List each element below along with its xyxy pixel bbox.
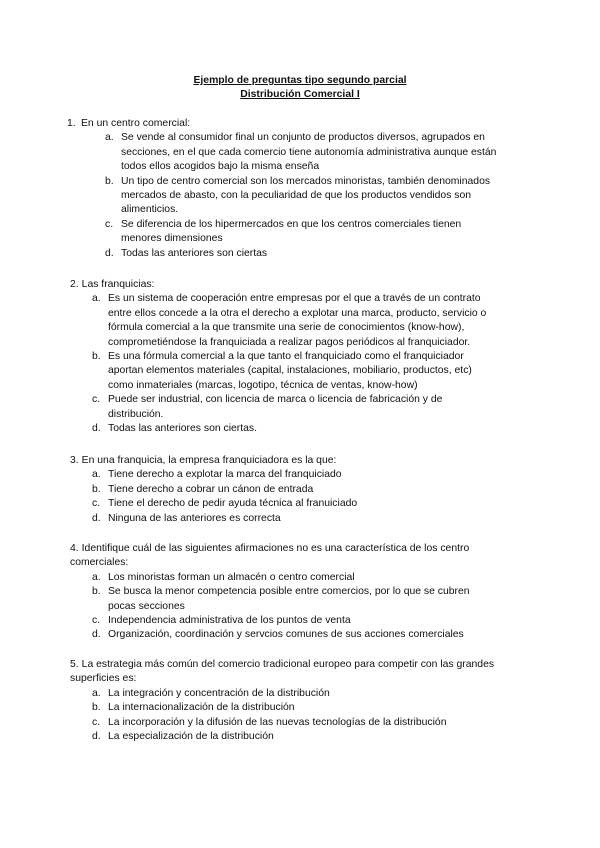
option-list [83,131,503,261]
option-text: Tiene derecho a explotar la marca del franquiciado [108,469,342,481]
option-text: Ninguna de las anteriores es correcta [108,512,281,524]
option-c [70,393,500,422]
option-letter: b. [92,702,101,714]
option-text: Se diferencia de los hipermercados en que los centros comerciales tienen menores dimensiones [121,218,462,245]
question-3 [70,454,530,526]
question-5 [70,658,530,744]
option-text: Tiene el derecho de pedir ayuda técnica al franuiciado [108,498,358,510]
document-subtitle: Distribución Comercial I [240,89,360,100]
option-text: Un tipo de centro comercial son los mercados minoristas, también denominados mercados de abasto, con la peculiaridad de que los productos vendidos son alimenticios. [121,175,491,216]
option-list [70,687,500,745]
question-stem [67,117,530,131]
option-list [70,468,500,526]
option-letter: b. [92,351,101,363]
option-b [70,350,500,393]
question-number: 2. [70,279,79,290]
option-letter: d. [92,629,101,641]
document-title: Ejemplo de preguntas tipo segundo parcial [193,75,407,86]
option-c [70,716,500,730]
option-letter: a. [105,132,114,144]
option-letter: a. [92,293,101,305]
question-stem [70,454,530,468]
question-number: 5. [70,659,79,670]
option-letter: c. [92,498,101,510]
option-text: Independencia administrativa de los puntos de venta [108,615,351,627]
option-a [70,571,500,585]
option-letter: c. [92,716,101,728]
question-1 [67,117,530,261]
question-number: 4. [70,543,79,554]
question-stem [70,278,530,292]
option-text: Se busca la menor competencia posible entre comercios, por lo que se cubren pocas secciones [108,586,470,612]
question-text: En un centro comercial: [81,118,191,129]
option-d [83,247,503,261]
option-text: La especialización de la distribución [108,731,274,743]
option-d [70,730,500,744]
option-letter: b. [105,175,114,187]
option-text: Los minoristas forman un almacén o centro comercial [108,571,355,583]
option-letter: b. [92,586,101,598]
option-letter: a. [92,571,101,583]
option-a [70,687,500,701]
option-text: Tiene derecho a cobrar un cánon de entrada [108,483,314,495]
question-4 [70,542,530,643]
option-text: Puede ser industrial, con licencia de marca o licencia de fabricación y de distribución. [108,394,443,420]
option-text: La integración y concentración de la distribución [108,687,330,699]
question-text: Identifique cuál de las siguientes afirmaciones no es una característica de los centro comerciales: [70,543,470,569]
option-letter: d. [105,247,114,259]
option-letter: c. [105,218,114,230]
option-letter: d. [92,512,101,524]
option-letter: c. [92,615,101,627]
option-list [70,571,500,643]
question-number: 3. [70,455,79,466]
option-d [70,422,500,436]
question-stem [70,542,530,571]
option-c [83,218,503,247]
option-c [70,614,500,628]
question-2 [70,278,530,436]
option-c [70,497,500,511]
option-letter: a. [92,687,101,699]
question-text: En una franquicia, la empresa franquiciadora es la que: [81,455,337,466]
option-text: Todas las anteriores son ciertas. [108,423,258,435]
question-stem [70,658,530,687]
option-b [70,701,500,715]
option-text: Es un sistema de cooperación entre empresas por el que a través de un contrato entre ellos concede a la otra el derecho a explotar una marca, producto, servicio o fórmula comercial a la que transmite una serie de conocimientos (know-how), comprometiéndose la franquiciada a realizar pagos periódicos al franquiciador. [108,293,487,348]
option-letter: d. [92,731,101,743]
question-number: 1. [67,118,76,129]
option-text: Organización, coordinación y servcios comunes de sus acciones comerciales [108,629,464,641]
option-b [83,175,503,218]
option-a [70,468,500,482]
question-text: Las franquicias: [81,279,155,290]
option-text: La incorporación y la difusión de las nuevas tecnologías de la distribución [108,716,447,728]
option-letter: b. [92,483,101,495]
option-list [70,292,500,436]
option-d [70,512,500,526]
question-text: La estrategia más común del comercio tradicional europeo para competir con las grandes superficies es: [70,659,495,685]
option-b [70,585,500,614]
option-a [70,292,500,350]
option-text: Es una fórmula comercial a la que tanto el franquiciado como el franquiciador aportan elementos materiales (capital, instalaciones, mobiliario, productos, etc) como inmateriales (marcas, logotipo, técnica de ventas, know-how) [108,351,472,391]
option-b [70,483,500,497]
option-d [70,628,500,642]
option-text: La internacionalización de la distribución [108,702,295,714]
option-letter: d. [92,423,101,435]
option-letter: c. [92,394,101,406]
option-letter: a. [92,469,101,481]
option-text: Se vende al consumidor final un conjunto de productos diversos, agrupados en secciones, en el que cada comercio tiene autonomía administrativa aunque están todos ellos acogidos bajo la misma enseña [121,132,497,173]
option-text: Todas las anteriores son ciertas [121,247,268,259]
option-a [83,131,503,174]
